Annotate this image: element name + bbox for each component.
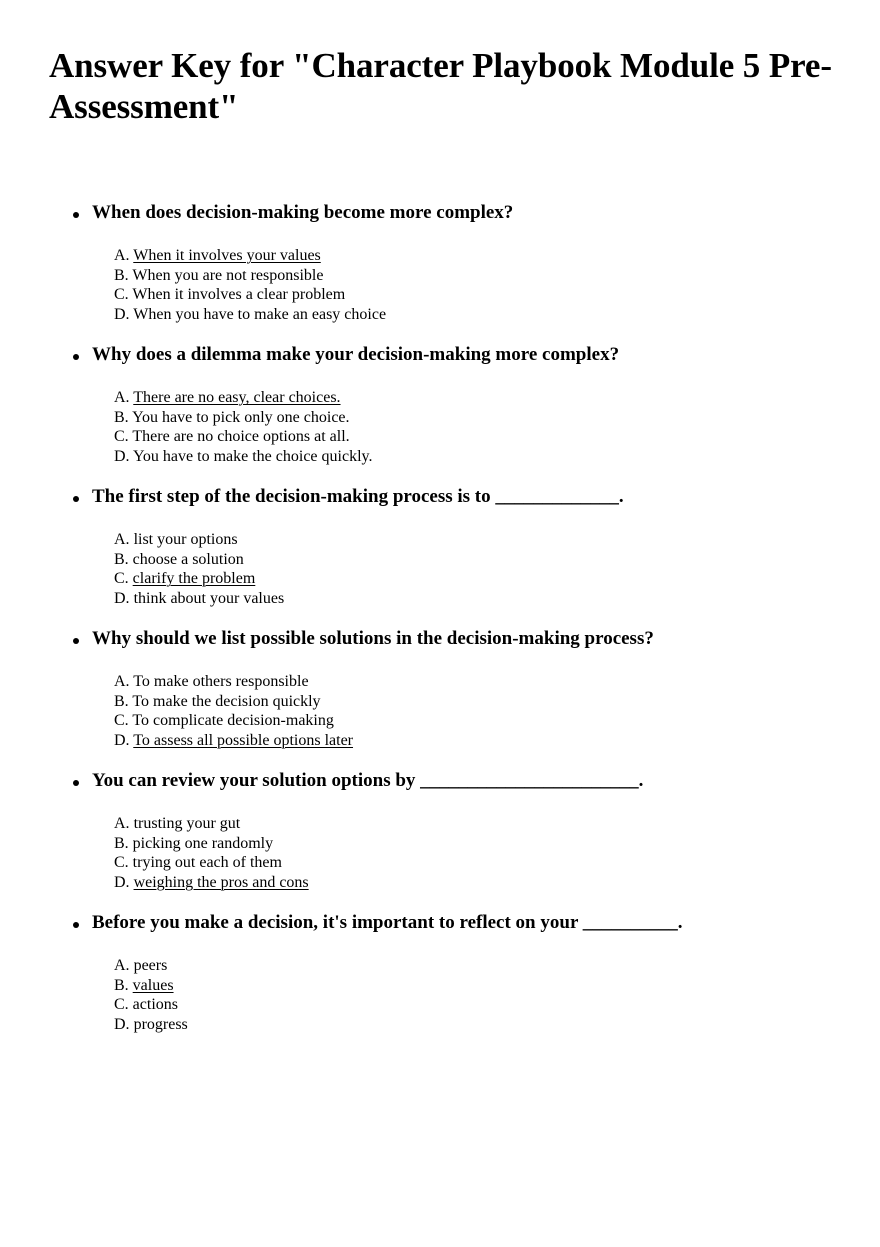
option-text: There are no choice options at all. [132, 428, 350, 445]
option-letter: A. [114, 389, 134, 406]
option-list [114, 814, 309, 892]
option-letter: C. [114, 570, 133, 587]
option-list [114, 530, 284, 608]
option-text: When it involves a clear problem [132, 286, 346, 303]
option-text: actions [132, 996, 178, 1013]
option-c [114, 285, 386, 305]
option-text: trusting your gut [133, 815, 241, 832]
correct-answer: clarify the problem [132, 570, 256, 587]
option-d [114, 873, 309, 893]
bullet-icon [73, 638, 79, 644]
option-text: peers [133, 957, 168, 974]
option-letter: C. [114, 996, 133, 1013]
question-text: Why does a dilemma make your decision-making more complex? [92, 344, 620, 365]
option-c [114, 995, 188, 1015]
option-list [114, 956, 188, 1034]
option-d [114, 589, 284, 609]
option-letter: C. [114, 712, 133, 729]
option-b [114, 266, 386, 286]
bullet-icon [73, 212, 79, 218]
option-b [114, 834, 309, 854]
option-list [114, 246, 386, 324]
option-c [114, 853, 309, 873]
option-d [114, 1015, 188, 1035]
option-b [114, 408, 372, 428]
option-a [114, 246, 386, 266]
option-text: When you are not responsible [132, 266, 324, 284]
option-letter: A. [114, 815, 134, 832]
option-letter: D. [114, 731, 134, 749]
option-text: picking one randomly [132, 834, 274, 852]
option-letter: D. [114, 447, 133, 465]
bullet-icon [73, 354, 79, 360]
option-text: list your options [133, 531, 238, 548]
bullet-icon [73, 922, 79, 928]
option-list [114, 672, 353, 750]
question-item [0, 768, 880, 910]
option-letter: B. [114, 550, 133, 568]
option-text: You have to pick only one choice. [132, 408, 350, 426]
page-title: Answer Key for "Character Playbook Module 5 Pre-Assessment" [49, 46, 832, 126]
option-letter: C. [114, 428, 133, 445]
option-a [114, 814, 309, 834]
option-b [114, 550, 284, 570]
option-letter: A. [114, 673, 134, 690]
option-letter: A. [114, 957, 134, 974]
option-letter: B. [114, 408, 133, 426]
question-item [0, 200, 880, 342]
question-item [0, 342, 880, 484]
correct-answer: There are no easy, clear choices. [133, 389, 341, 406]
option-text: To make others responsible [133, 673, 309, 690]
option-letter: D. [114, 589, 134, 607]
option-d [114, 305, 386, 325]
option-text: When you have to make an easy choice [133, 305, 387, 323]
correct-answer: To assess all possible options later [133, 731, 354, 749]
option-d [114, 447, 372, 467]
option-letter: B. [114, 834, 133, 852]
option-text: progress [133, 1015, 188, 1033]
option-letter: A. [114, 247, 134, 264]
option-letter: A. [114, 531, 134, 548]
question-text: Why should we list possible solutions in the decision-making process? [92, 628, 654, 649]
option-letter: B. [114, 692, 133, 710]
option-text: trying out each of them [132, 854, 282, 871]
option-text: You have to make the choice quickly. [132, 447, 373, 465]
question-text: When does decision-making become more complex? [92, 202, 514, 223]
option-letter: B. [114, 266, 133, 284]
question-item [0, 484, 880, 626]
option-d [114, 731, 353, 751]
correct-answer: values [132, 976, 174, 994]
option-a [114, 956, 188, 976]
option-text: To complicate decision-making [132, 712, 334, 729]
option-list [114, 388, 372, 466]
option-letter: C. [114, 286, 133, 303]
option-text: think about your values [133, 589, 285, 607]
option-letter: C. [114, 854, 133, 871]
option-letter: D. [114, 873, 134, 891]
option-letter: D. [114, 305, 134, 323]
option-a [114, 388, 372, 408]
bullet-icon [73, 496, 79, 502]
option-letter: B. [114, 976, 133, 994]
question-text: The first step of the decision-making process is to _____________. [92, 486, 624, 507]
option-text: To make the decision quickly [132, 692, 321, 710]
option-c [114, 427, 372, 447]
question-list [0, 200, 880, 1052]
option-b [114, 692, 353, 712]
correct-answer: When it involves your values [133, 247, 321, 264]
question-text: You can review your solution options by _______________________. [92, 770, 644, 791]
option-letter: D. [114, 1015, 134, 1033]
question-text: Before you make a decision, it's important to reflect on your __________. [92, 912, 683, 933]
option-a [114, 672, 353, 692]
question-item [0, 910, 880, 1052]
option-text: choose a solution [132, 550, 244, 568]
question-item [0, 626, 880, 768]
option-a [114, 530, 284, 550]
bullet-icon [73, 780, 79, 786]
option-c [114, 711, 353, 731]
correct-answer: weighing the pros and cons [133, 873, 309, 891]
option-b [114, 976, 188, 996]
option-c [114, 569, 284, 589]
